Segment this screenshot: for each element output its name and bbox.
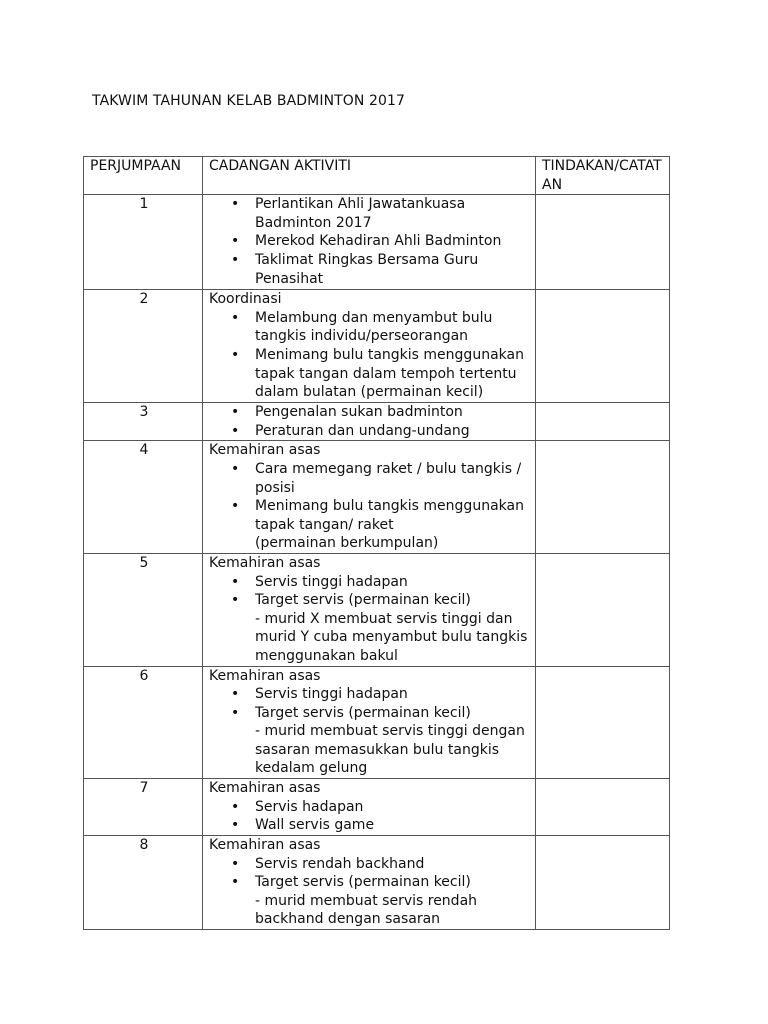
list-item: • Servis tinggi hadapan: [255, 573, 531, 592]
header-tindakan-catatan: TINDAKAN/CATATAN: [536, 157, 670, 195]
activity-list: [209, 573, 531, 610]
activity-cell: [203, 779, 536, 836]
list-item: • Target servis (permainan kecil): [255, 873, 531, 892]
schedule-table: [83, 156, 670, 930]
table-row: [84, 290, 670, 403]
notes-cell: [536, 779, 670, 836]
activity-cell: [203, 553, 536, 666]
meeting-number: 8: [84, 836, 203, 930]
list-item: • Target servis (permainan kecil): [255, 704, 531, 723]
meeting-number: 7: [84, 779, 203, 836]
activity-list: [209, 855, 531, 892]
meeting-number: 1: [84, 195, 203, 290]
list-item: • Pengenalan sukan badminton: [255, 403, 531, 422]
table-row: [84, 666, 670, 779]
table-row: [84, 441, 670, 554]
activity-list: [209, 403, 531, 440]
meeting-number: 5: [84, 553, 203, 666]
table-row: [84, 779, 670, 836]
header-perjumpaan: PERJUMPAAN: [84, 157, 203, 195]
activity-subnote: - murid membuat servis tinggi dengan sasaran memasukkan bulu tangkis kedalam gelung: [255, 723, 525, 777]
table-row: [84, 403, 670, 441]
activity-subnote: (permainan berkumpulan): [255, 535, 439, 552]
list-item: • Peraturan dan undang-undang: [255, 422, 531, 441]
activity-cell: [203, 195, 536, 290]
list-item: • Merekod Kehadiran Ahli Badminton: [255, 232, 531, 251]
activity-cell: [203, 290, 536, 403]
notes-cell: [536, 553, 670, 666]
activity-heading: Koordinasi: [209, 291, 282, 308]
notes-cell: [536, 195, 670, 290]
list-item: • Servis tinggi hadapan: [255, 685, 531, 704]
activity-list: [209, 460, 531, 534]
activity-list: [209, 195, 531, 288]
notes-cell: [536, 403, 670, 441]
notes-cell: [536, 290, 670, 403]
table-row: [84, 836, 670, 930]
list-item: • Perlantikan Ahli Jawatankuasa Badminton 2017: [255, 195, 531, 232]
activity-heading: Kemahiran asas: [209, 780, 321, 797]
activity-subnote: - murid membuat servis rendah backhand dengan sasaran: [255, 892, 478, 928]
notes-cell: [536, 836, 670, 930]
activity-subnote: - murid X membuat servis tinggi dan murid Y cuba menyambut bulu tangkis menggunakan bakul: [255, 610, 528, 664]
notes-cell: [536, 441, 670, 554]
meeting-number: 3: [84, 403, 203, 441]
list-item: • Servis rendah backhand: [255, 855, 531, 874]
activity-heading: Kemahiran asas: [209, 667, 321, 684]
list-item: • Taklimat Ringkas Bersama Guru Penasihat: [255, 251, 531, 288]
list-item: • Servis hadapan: [255, 798, 531, 817]
table-row: [84, 195, 670, 290]
list-item: • Menimang bulu tangkis menggunakan tapak tangan/ raket: [255, 497, 531, 534]
activity-cell: [203, 403, 536, 441]
activity-list: [209, 685, 531, 722]
meeting-number: 2: [84, 290, 203, 403]
meeting-number: 6: [84, 666, 203, 779]
activity-heading: Kemahiran asas: [209, 837, 321, 854]
table-row: [84, 553, 670, 666]
list-item: • Melambung dan menyambut bulu tangkis individu/perseorangan: [255, 309, 531, 346]
activity-cell: [203, 666, 536, 779]
activity-cell: [203, 441, 536, 554]
activity-heading: Kemahiran asas: [209, 442, 321, 459]
list-item: • Wall servis game: [255, 816, 531, 835]
activity-cell: [203, 836, 536, 930]
notes-cell: [536, 666, 670, 779]
table-header-row: [84, 157, 670, 195]
header-cadangan-aktiviti: CADANGAN AKTIVITI: [203, 157, 536, 195]
list-item: • Target servis (permainan kecil): [255, 591, 531, 610]
activity-list: [209, 798, 531, 835]
meeting-number: 4: [84, 441, 203, 554]
activity-list: [209, 309, 531, 402]
activity-heading: Kemahiran asas: [209, 554, 321, 571]
list-item: • Menimang bulu tangkis menggunakan tapak tangan dalam tempoh tertentu dalam bulatan (permainan kecil): [255, 346, 531, 402]
document-title: TAKWIM TAHUNAN KELAB BADMINTON 2017: [92, 93, 406, 109]
list-item: • Cara memegang raket / bulu tangkis / posisi: [255, 460, 531, 497]
